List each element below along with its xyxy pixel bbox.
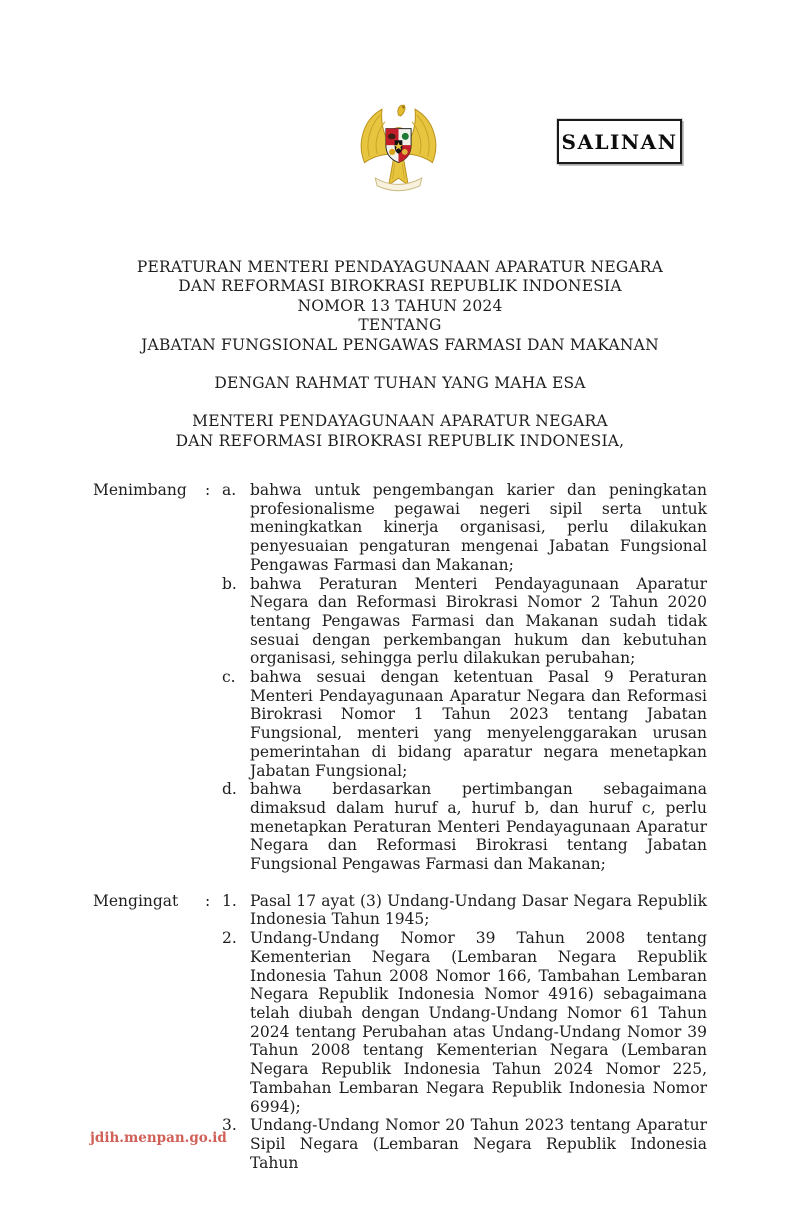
menimbang-item-b bbox=[222, 575, 707, 669]
salinan-stamp bbox=[557, 119, 682, 164]
item-marker: c. bbox=[222, 668, 236, 687]
item-text: Undang-Undang Nomor 39 Tahun 2008 tentang Kementerian Negara (Lembaran Negara Republik Indonesia Tahun 2008 Nomor 166, Tambahan Lembaran Negara Republik Indonesia Nomor 4916) sebagaimana telah diubah dengan Undang-Undang Nomor 61 Tahun 2024 tentang Perubahan atas Undang-Undang Nomor 39 Tahun 2008 tentang Kementerian Negara (Lembaran Negara Republik Indonesia Tahun 2024 Nomor 225, Tambahan Lembaran Negara Republik Indonesia Nomor 6994); bbox=[250, 929, 707, 1116]
menimbang-label: Menimbang bbox=[93, 481, 187, 499]
item-text: Undang-Undang Nomor 20 Tahun 2023 tentang Aparatur Sipil Negara (Lembaran Negara Republik Indonesia Tahun bbox=[250, 1116, 707, 1172]
mengingat-label: Mengingat bbox=[93, 891, 179, 910]
mengingat-item-2 bbox=[222, 929, 707, 1116]
mengingat-item-3 bbox=[222, 1116, 707, 1172]
section-menimbang bbox=[93, 481, 707, 874]
menimbang-item-a bbox=[222, 481, 707, 575]
menimbang-items bbox=[222, 481, 707, 874]
mengingat-items bbox=[222, 892, 707, 1173]
item-marker: a. bbox=[222, 481, 237, 499]
item-text: bahwa Peraturan Menteri Pendayagunaan Aparatur Negara dan Reformasi Birokrasi Nomor 2 Tahun 2020 tentang Pengawas Farmasi dan Makanan sudah tidak sesuai dengan perkembangan hukum dan kebutuhan organisasi, sehingga perlu dilakukan perubahan; bbox=[250, 574, 707, 668]
item-marker: b. bbox=[222, 574, 237, 593]
mengingat-item-1 bbox=[222, 892, 707, 929]
mengingat-colon: : bbox=[205, 891, 211, 910]
garuda-pancasila-emblem bbox=[350, 101, 447, 197]
document-title-block bbox=[0, 258, 800, 451]
item-text: bahwa sesuai dengan ketentuan Pasal 9 Peraturan Menteri Pendayagunaan Aparatur Negara dan Reformasi Birokrasi Nomor 1 Tahun 2023 tentang Jabatan Fungsional, menteri yang menyelenggarakan urusan pemerintahan di bidang aparatur negara menetapkan Jabatan Fungsional; bbox=[250, 668, 707, 780]
menimbang-item-c bbox=[222, 668, 707, 780]
jdih-menpan-footer-link[interactable]: jdih.menpan.go.id bbox=[90, 1130, 227, 1146]
title-line-subject: JABATAN FUNGSIONAL PENGAWAS FARMASI DAN MAKANAN bbox=[141, 335, 659, 354]
document-body bbox=[93, 481, 707, 1172]
salinan-stamp-label: SALINAN bbox=[561, 129, 678, 154]
title-line-2: DAN REFORMASI BIROKRASI REPUBLIK INDONESIA bbox=[178, 277, 622, 296]
item-marker: d. bbox=[222, 780, 237, 799]
invocation-line: DENGAN RAHMAT TUHAN YANG MAHA ESA bbox=[214, 374, 586, 393]
title-line-tentang: TENTANG bbox=[358, 316, 442, 335]
item-marker: 1. bbox=[222, 891, 237, 910]
item-marker: 2. bbox=[222, 929, 237, 948]
title-line-number: NOMOR 13 TAHUN 2024 bbox=[297, 296, 503, 315]
authority-line-2: DAN REFORMASI BIROKRASI REPUBLIK INDONESIA, bbox=[175, 431, 625, 450]
item-marker: 3. bbox=[222, 1116, 237, 1135]
menimbang-colon: : bbox=[205, 481, 211, 499]
item-text: bahwa untuk pengembangan karier dan peningkatan profesionalisme pegawai negeri sipil serta untuk meningkatkan kinerja organisasi, perlu dilakukan penyesuaian pengaturan mengenai Jabatan Fungsional Pengawas Farmasi dan Makanan; bbox=[250, 481, 707, 574]
title-line-1: PERATURAN MENTERI PENDAYAGUNAAN APARATUR NEGARA bbox=[136, 258, 664, 276]
menimbang-item-d bbox=[222, 780, 707, 874]
item-text: Pasal 17 ayat (3) Undang-Undang Dasar Negara Republik Indonesia Tahun 1945; bbox=[250, 891, 707, 929]
item-text: bahwa berdasarkan pertimbangan sebagaimana dimaksud dalam huruf a, huruf b, dan huruf c, perlu menetapkan Peraturan Menteri Pendayagunaan Aparatur Negara dan Reformasi Birokrasi tentang Jabatan Fungsional Pengawas Farmasi dan Makanan; bbox=[250, 780, 707, 874]
authority-line-1: MENTERI PENDAYAGUNAAN APARATUR NEGARA bbox=[192, 412, 608, 431]
garuda-pancasila-icon bbox=[350, 101, 447, 197]
